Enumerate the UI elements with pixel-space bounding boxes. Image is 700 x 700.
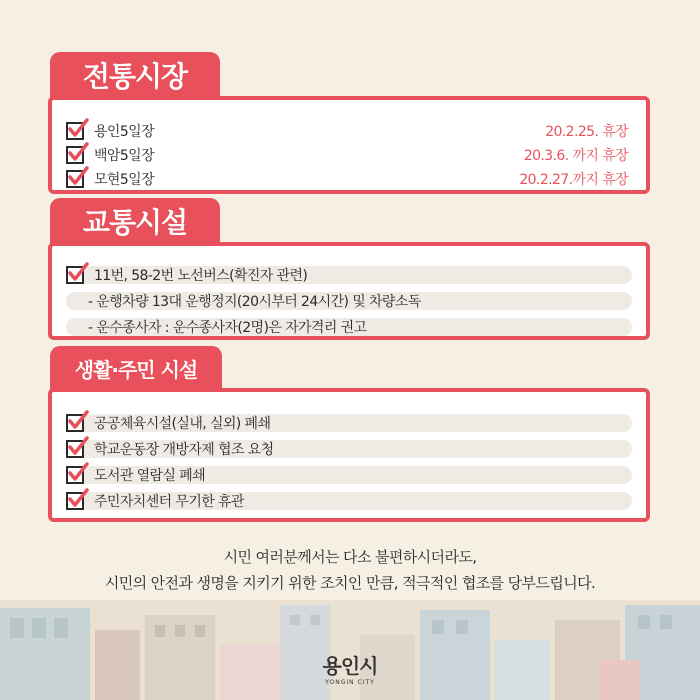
item-date: 20.3.6. 까지 휴장 bbox=[523, 147, 628, 164]
transportation-box bbox=[48, 242, 650, 340]
item-label: 학교운동장 개방자제 협조 요청 bbox=[94, 441, 274, 458]
checkbox-checked-icon bbox=[66, 492, 84, 510]
checkbox-checked-icon bbox=[66, 170, 84, 188]
list-item bbox=[66, 464, 632, 485]
item-detail: - 운행차량 13대 운행정지(20시부터 24시간) 및 차량소독 bbox=[88, 293, 421, 310]
item-date: 20.2.27.까지 휴장 bbox=[519, 171, 628, 188]
logo-sub-text: YONGIN CITY bbox=[325, 679, 375, 686]
list-item bbox=[66, 144, 632, 165]
traditional-market-box bbox=[48, 96, 650, 194]
checkbox-checked-icon bbox=[66, 266, 84, 284]
notice-line-2: 시민의 안전과 생명을 지키기 위한 조치인 만큼, 적극적인 협조를 당부드립니다. bbox=[104, 574, 596, 592]
list-item bbox=[66, 490, 632, 511]
item-label: 도서관 열람실 폐쇄 bbox=[94, 467, 206, 484]
checkbox-checked-icon bbox=[66, 146, 84, 164]
list-item bbox=[66, 290, 632, 311]
list-item bbox=[66, 412, 632, 433]
list-item bbox=[66, 264, 632, 285]
item-label: 모현5일장 bbox=[94, 171, 155, 188]
checkbox-checked-icon bbox=[66, 466, 84, 484]
logo-main-text: 용인시 bbox=[322, 654, 378, 678]
yongin-city-logo bbox=[0, 650, 700, 686]
item-label: 11번, 58-2번 노선버스(확진자 관련) bbox=[94, 267, 308, 284]
section-title-living-facilities: 생활·주민 시설 bbox=[50, 346, 222, 390]
section-title-transportation: 교통시설 bbox=[50, 198, 220, 244]
list-item bbox=[66, 316, 632, 337]
item-detail: - 운수종사자 : 운수종사자(2명)은 자가격리 권고 bbox=[88, 319, 367, 336]
checkbox-checked-icon bbox=[66, 414, 84, 432]
item-label: 용인5일장 bbox=[94, 123, 155, 140]
checkbox-checked-icon bbox=[66, 440, 84, 458]
list-item bbox=[66, 438, 632, 459]
checkbox-checked-icon bbox=[66, 122, 84, 140]
section-title-traditional-market: 전통시장 bbox=[50, 52, 220, 98]
item-label: 공공체육시설(실내, 실외) 폐쇄 bbox=[94, 415, 271, 432]
notice-line-1: 시민 여러분께서는 다소 불편하시더라도, bbox=[223, 548, 477, 566]
list-item bbox=[66, 120, 632, 141]
living-facilities-box bbox=[48, 388, 650, 522]
list-item bbox=[66, 168, 632, 189]
item-label: 백암5일장 bbox=[94, 147, 155, 164]
item-date: 20.2.25. 휴장 bbox=[545, 123, 628, 140]
item-label: 주민자치센터 무기한 휴관 bbox=[94, 493, 244, 510]
